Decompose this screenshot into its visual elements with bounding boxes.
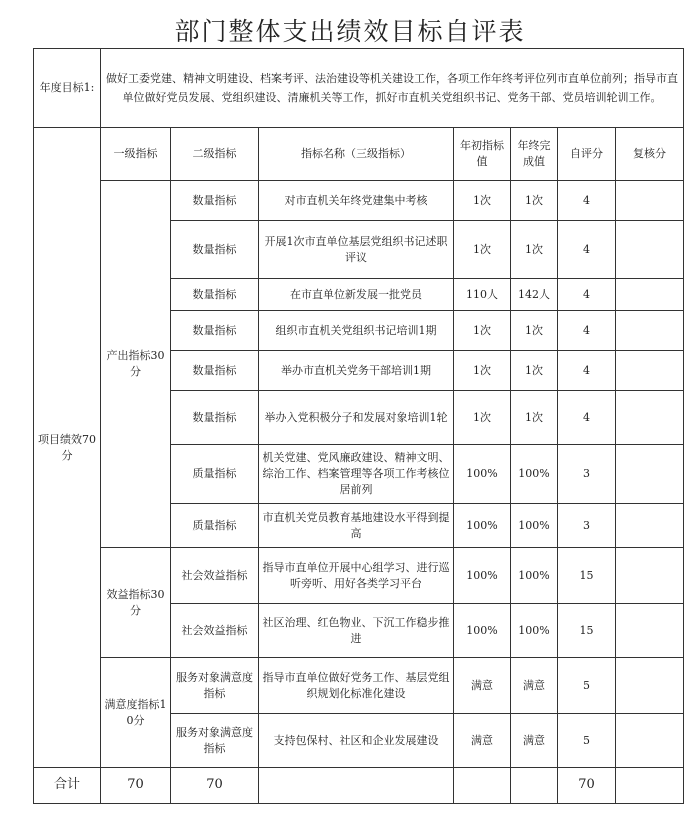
planned-value-cell: 100%: [454, 548, 511, 604]
review-score-cell: [616, 279, 684, 311]
planned-value-cell: 1次: [454, 351, 511, 391]
actual-value-cell: 100%: [511, 445, 558, 504]
review-score-cell: [616, 311, 684, 351]
header-level2: 二级指标: [171, 128, 259, 181]
total-actual: [511, 768, 558, 804]
group-output-indicators: 产出指标30分: [101, 181, 171, 548]
self-score-cell: 15: [558, 548, 616, 604]
total-label: 合计: [34, 768, 101, 804]
actual-value-cell: 1次: [511, 181, 558, 221]
actual-value-cell: 1次: [511, 391, 558, 445]
indicator-name-cell: 机关党建、党风廉政建设、精神文明、综治工作、档案管理等各项工作考核位居前列: [259, 445, 454, 504]
planned-value-cell: 满意: [454, 714, 511, 768]
actual-value-cell: 1次: [511, 221, 558, 279]
table-row: [34, 658, 684, 714]
self-score-cell: 5: [558, 658, 616, 714]
level2-cell: 质量指标: [171, 445, 259, 504]
planned-value-cell: 100%: [454, 445, 511, 504]
self-score-cell: 3: [558, 504, 616, 548]
actual-value-cell: 1次: [511, 311, 558, 351]
header-planned: 年初指标值: [454, 128, 511, 181]
planned-value-cell: 100%: [454, 504, 511, 548]
level2-cell: 质量指标: [171, 504, 259, 548]
total-review-score: [616, 768, 684, 804]
goal-row: [34, 49, 684, 128]
review-score-cell: [616, 604, 684, 658]
goal-label: 年度目标1:: [34, 49, 101, 128]
goal-text: 做好工委党建、精神文明建设、档案考评、法治建设等机关建设工作，各项工作年终考评位列市直单位前列；指导市直单位做好党员发展、党组织建设、清廉机关等工作，抓好市直机关党组织书记、党务干部、党员培训轮训工作。: [101, 49, 684, 128]
self-score-cell: 4: [558, 351, 616, 391]
table-row: [34, 181, 684, 221]
actual-value-cell: 100%: [511, 604, 558, 658]
header-level1: 一级指标: [101, 128, 171, 181]
table-row: [34, 548, 684, 604]
planned-value-cell: 1次: [454, 221, 511, 279]
indicator-name-cell: 指导市直单位开展中心组学习、进行巡听旁听、用好各类学习平台: [259, 548, 454, 604]
group-benefit-indicators: 效益指标30分: [101, 548, 171, 658]
level2-cell: 服务对象满意度指标: [171, 658, 259, 714]
level2-cell: 社会效益指标: [171, 604, 259, 658]
actual-value-cell: 142人: [511, 279, 558, 311]
indicator-name-cell: 支持包保村、社区和企业发展建设: [259, 714, 454, 768]
indicator-name-cell: 市直机关党员教育基地建设水平得到提高: [259, 504, 454, 548]
actual-value-cell: 1次: [511, 351, 558, 391]
level2-cell: 数量指标: [171, 181, 259, 221]
level2-cell: 服务对象满意度指标: [171, 714, 259, 768]
self-score-cell: 4: [558, 221, 616, 279]
planned-value-cell: 1次: [454, 391, 511, 445]
level2-cell: 数量指标: [171, 279, 259, 311]
project-performance-cell: 项目绩效70分: [34, 128, 101, 768]
total-self-score: 70: [558, 768, 616, 804]
total-indicator-name: [259, 768, 454, 804]
header-indicator-name: 指标名称（三级指标）: [259, 128, 454, 181]
review-score-cell: [616, 445, 684, 504]
review-score-cell: [616, 504, 684, 548]
total-planned: [454, 768, 511, 804]
self-score-cell: 15: [558, 604, 616, 658]
self-score-cell: 4: [558, 391, 616, 445]
indicator-name-cell: 社区治理、红色物业、下沉工作稳步推进: [259, 604, 454, 658]
actual-value-cell: 100%: [511, 504, 558, 548]
indicator-name-cell: 开展1次市直单位基层党组织书记述职评议: [259, 221, 454, 279]
planned-value-cell: 110人: [454, 279, 511, 311]
self-score-cell: 4: [558, 279, 616, 311]
indicator-name-cell: 在市直单位新发展一批党员: [259, 279, 454, 311]
review-score-cell: [616, 714, 684, 768]
self-score-cell: 3: [558, 445, 616, 504]
self-score-cell: 5: [558, 714, 616, 768]
header-review-score: 复核分: [616, 128, 684, 181]
self-evaluation-table: [33, 48, 684, 804]
level2-cell: 数量指标: [171, 221, 259, 279]
group-satisfaction-indicators: 满意度指标10分: [101, 658, 171, 768]
actual-value-cell: 满意: [511, 714, 558, 768]
indicator-name-cell: 举办市直机关党务干部培训1期: [259, 351, 454, 391]
header-self-score: 自评分: [558, 128, 616, 181]
header-actual: 年终完成值: [511, 128, 558, 181]
header-row: [34, 128, 684, 181]
review-score-cell: [616, 658, 684, 714]
planned-value-cell: 满意: [454, 658, 511, 714]
indicator-name-cell: 对市直机关年终党建集中考核: [259, 181, 454, 221]
page-title: 部门整体支出绩效目标自评表: [174, 17, 526, 46]
indicator-name-cell: 组织市直机关党组织书记培训1期: [259, 311, 454, 351]
planned-value-cell: 100%: [454, 604, 511, 658]
planned-value-cell: 1次: [454, 181, 511, 221]
review-score-cell: [616, 391, 684, 445]
review-score-cell: [616, 351, 684, 391]
level2-cell: 数量指标: [171, 391, 259, 445]
review-score-cell: [616, 221, 684, 279]
planned-value-cell: 1次: [454, 311, 511, 351]
total-row: [34, 768, 684, 804]
level2-cell: 社会效益指标: [171, 548, 259, 604]
self-score-cell: 4: [558, 311, 616, 351]
table-body: [34, 49, 684, 804]
level2-cell: 数量指标: [171, 351, 259, 391]
self-score-cell: 4: [558, 181, 616, 221]
actual-value-cell: 100%: [511, 548, 558, 604]
indicator-name-cell: 指导市直单位做好党务工作、基层党组织规划化标准化建设: [259, 658, 454, 714]
indicator-name-cell: 举办入党积极分子和发展对象培训1轮: [259, 391, 454, 445]
actual-value-cell: 满意: [511, 658, 558, 714]
level2-cell: 数量指标: [171, 311, 259, 351]
total-level2: 70: [171, 768, 259, 804]
review-score-cell: [616, 181, 684, 221]
review-score-cell: [616, 548, 684, 604]
total-level1: 70: [101, 768, 171, 804]
